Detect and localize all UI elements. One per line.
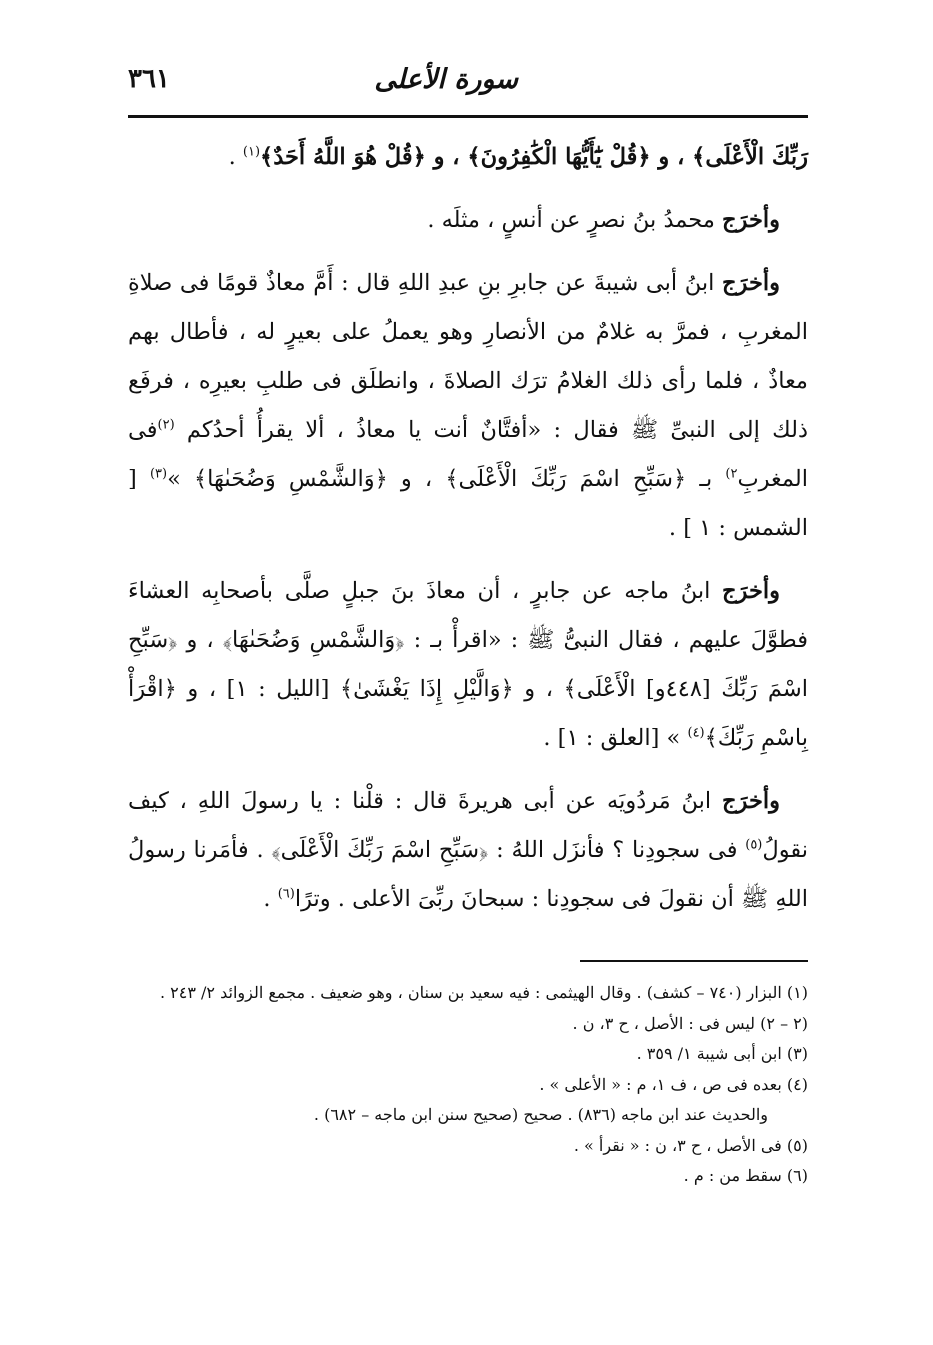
paragraph-text: [ الشمس : ١ ] .: [128, 466, 808, 541]
paragraph-text: ابنُ أبى شيبةَ عن جابرِ بنِ عبدِ اللهِ قال : أَمَّ معاذٌ قومًا فى صلاةِ المغربِ ، فمرَّ به غلامٌ من الأنصارِ وهو يعملُ على بعيرٍ له ، فأطال بهم معاذٌ ، فلما رأى ذلك الغلامُ ترَك الصلاةَ ، وانطلَق فى طلبِ بعيرِه ، فرفَع ذلك إلى النبىِّ ﷺ فقال : «أفتَّانٌ أنت يا معاذُ ، ألا يقرأُ أحدُكم: [128, 270, 808, 443]
footnote-ref-1: (١): [242, 144, 261, 160]
paragraph-1: [128, 133, 808, 182]
paragraph-text: بـ ﴿سَبِّحِ اسْمَ رَبِّكَ الْأَعْلَى﴾ ، و ﴿وَالشَّمْسِ وَضُحَىٰهَا﴾ »: [167, 466, 726, 492]
paragraph-3: [128, 259, 808, 553]
paragraph-text: » [العلق : ١] .: [543, 725, 688, 751]
paragraph-4: [128, 567, 808, 763]
footnote-5: (٥) فى الأصل ، ح ٣، ن : « نقرأ » .: [573, 1135, 808, 1155]
paragraph-lead: وأخرَج: [722, 578, 780, 604]
footnote-ref-6: (٦): [277, 886, 295, 902]
footnote-rule: [580, 960, 808, 962]
main-text: [128, 133, 808, 924]
footnote-6: (٦) سقط من : م .: [683, 1166, 808, 1185]
footnote-3: (٣) ابن أبى شيبة ١/ ٣٥٩ .: [636, 1044, 808, 1063]
paragraph-lead: وأخرَج: [722, 270, 780, 296]
paragraph-text: محمدُ بنُ نصرٍ عن أنسٍ ، مثلَه .: [427, 207, 723, 233]
paragraph-text: ابنُ مَردُويَه عن أبى هريرةَ قال : قلْنا : يا رسولَ اللهِ ، كيف نقولُ: [128, 788, 808, 863]
paragraph-text: فى المغربِ: [128, 417, 809, 492]
paragraph-lead: وأخرَج: [722, 788, 780, 814]
footnote-ref-2-close: ٢): [725, 466, 738, 482]
header-rule: [128, 115, 808, 118]
footnote-ref-5: (٥): [745, 837, 763, 853]
footnote-4-continuation: والحديث عند ابن ماجه (٨٣٦) . صحيح (صحيح سنن ابن ماجه – ٦٨٢) .: [313, 1105, 768, 1124]
footnote-4: (٤) بعده فى ص ، ف ١، م : « الأعلى » .: [539, 1074, 808, 1094]
paragraph-2: [128, 196, 808, 245]
footnote-ref-3: (٣): [149, 466, 168, 482]
running-header: [128, 60, 808, 112]
footnote-ref-4: (٤): [687, 725, 705, 741]
page-title: سورة الأعلى: [374, 64, 518, 95]
quran-verses: رَبِّكَ الْأَعْلَى﴾ ، و ﴿قُلْ يَٰٓأَيُّهَا الْكَٰفِرُونَ﴾ ، و ﴿قُلْ هُوَ اللَّهُ أَحَدٌ﴾: [260, 144, 808, 170]
paragraph-5: [128, 777, 808, 924]
footnote-2: (٢ – ٢) ليس فى : الأصل ، ح ٣، ن .: [572, 1013, 808, 1033]
paragraph-text: فى سجودِنا ؟ فأنزَل اللهُ : ﴿سَبِّحِ اسْمَ رَبِّكَ الْأَعْلَى﴾ . فأمَرنا رسولُ اللهِ ﷺ أن نقولَ فى سجودِنا : سبحانَ ربِّىَ الأعلى . وترًا: [128, 837, 808, 912]
page-number: ٣٦١: [128, 64, 170, 94]
paragraph-lead: وأخرَج: [722, 207, 780, 233]
paragraph-end: .: [228, 144, 243, 170]
footnote-ref-2-open: (٢): [157, 417, 175, 433]
footnote-1: (١) البزار (٧٤٠ – كشف) . وقال الهيثمى : فيه سعيد بن سنان ، وهو ضعيف . مجمع الزوائد ٢/ ٢٤٣ .: [159, 983, 808, 1002]
paragraph-text: .: [263, 886, 278, 912]
paragraph-text: ابنُ ماجه عن جابرٍ ، أن معاذَ بنَ جبلٍ صلَّى بأصحابِه العشاءَ فطوَّلَ عليهم ، فقال النبىُّ ﷺ : «اقرأْ بـ : ﴿وَالشَّمْسِ وَضُحَىٰهَا﴾ ، و ﴿سَبِّحِ اسْمَ رَبِّكَ [٤٤٨و] الْأَعْلَى﴾ ، و ﴿وَالَّيْلِ إِذَا يَغْشَىٰ﴾ [الليل : ١] ، و ﴿اقْرَأْ بِاسْمِ رَبِّكَ﴾: [128, 578, 808, 751]
footnotes: [128, 978, 808, 1192]
